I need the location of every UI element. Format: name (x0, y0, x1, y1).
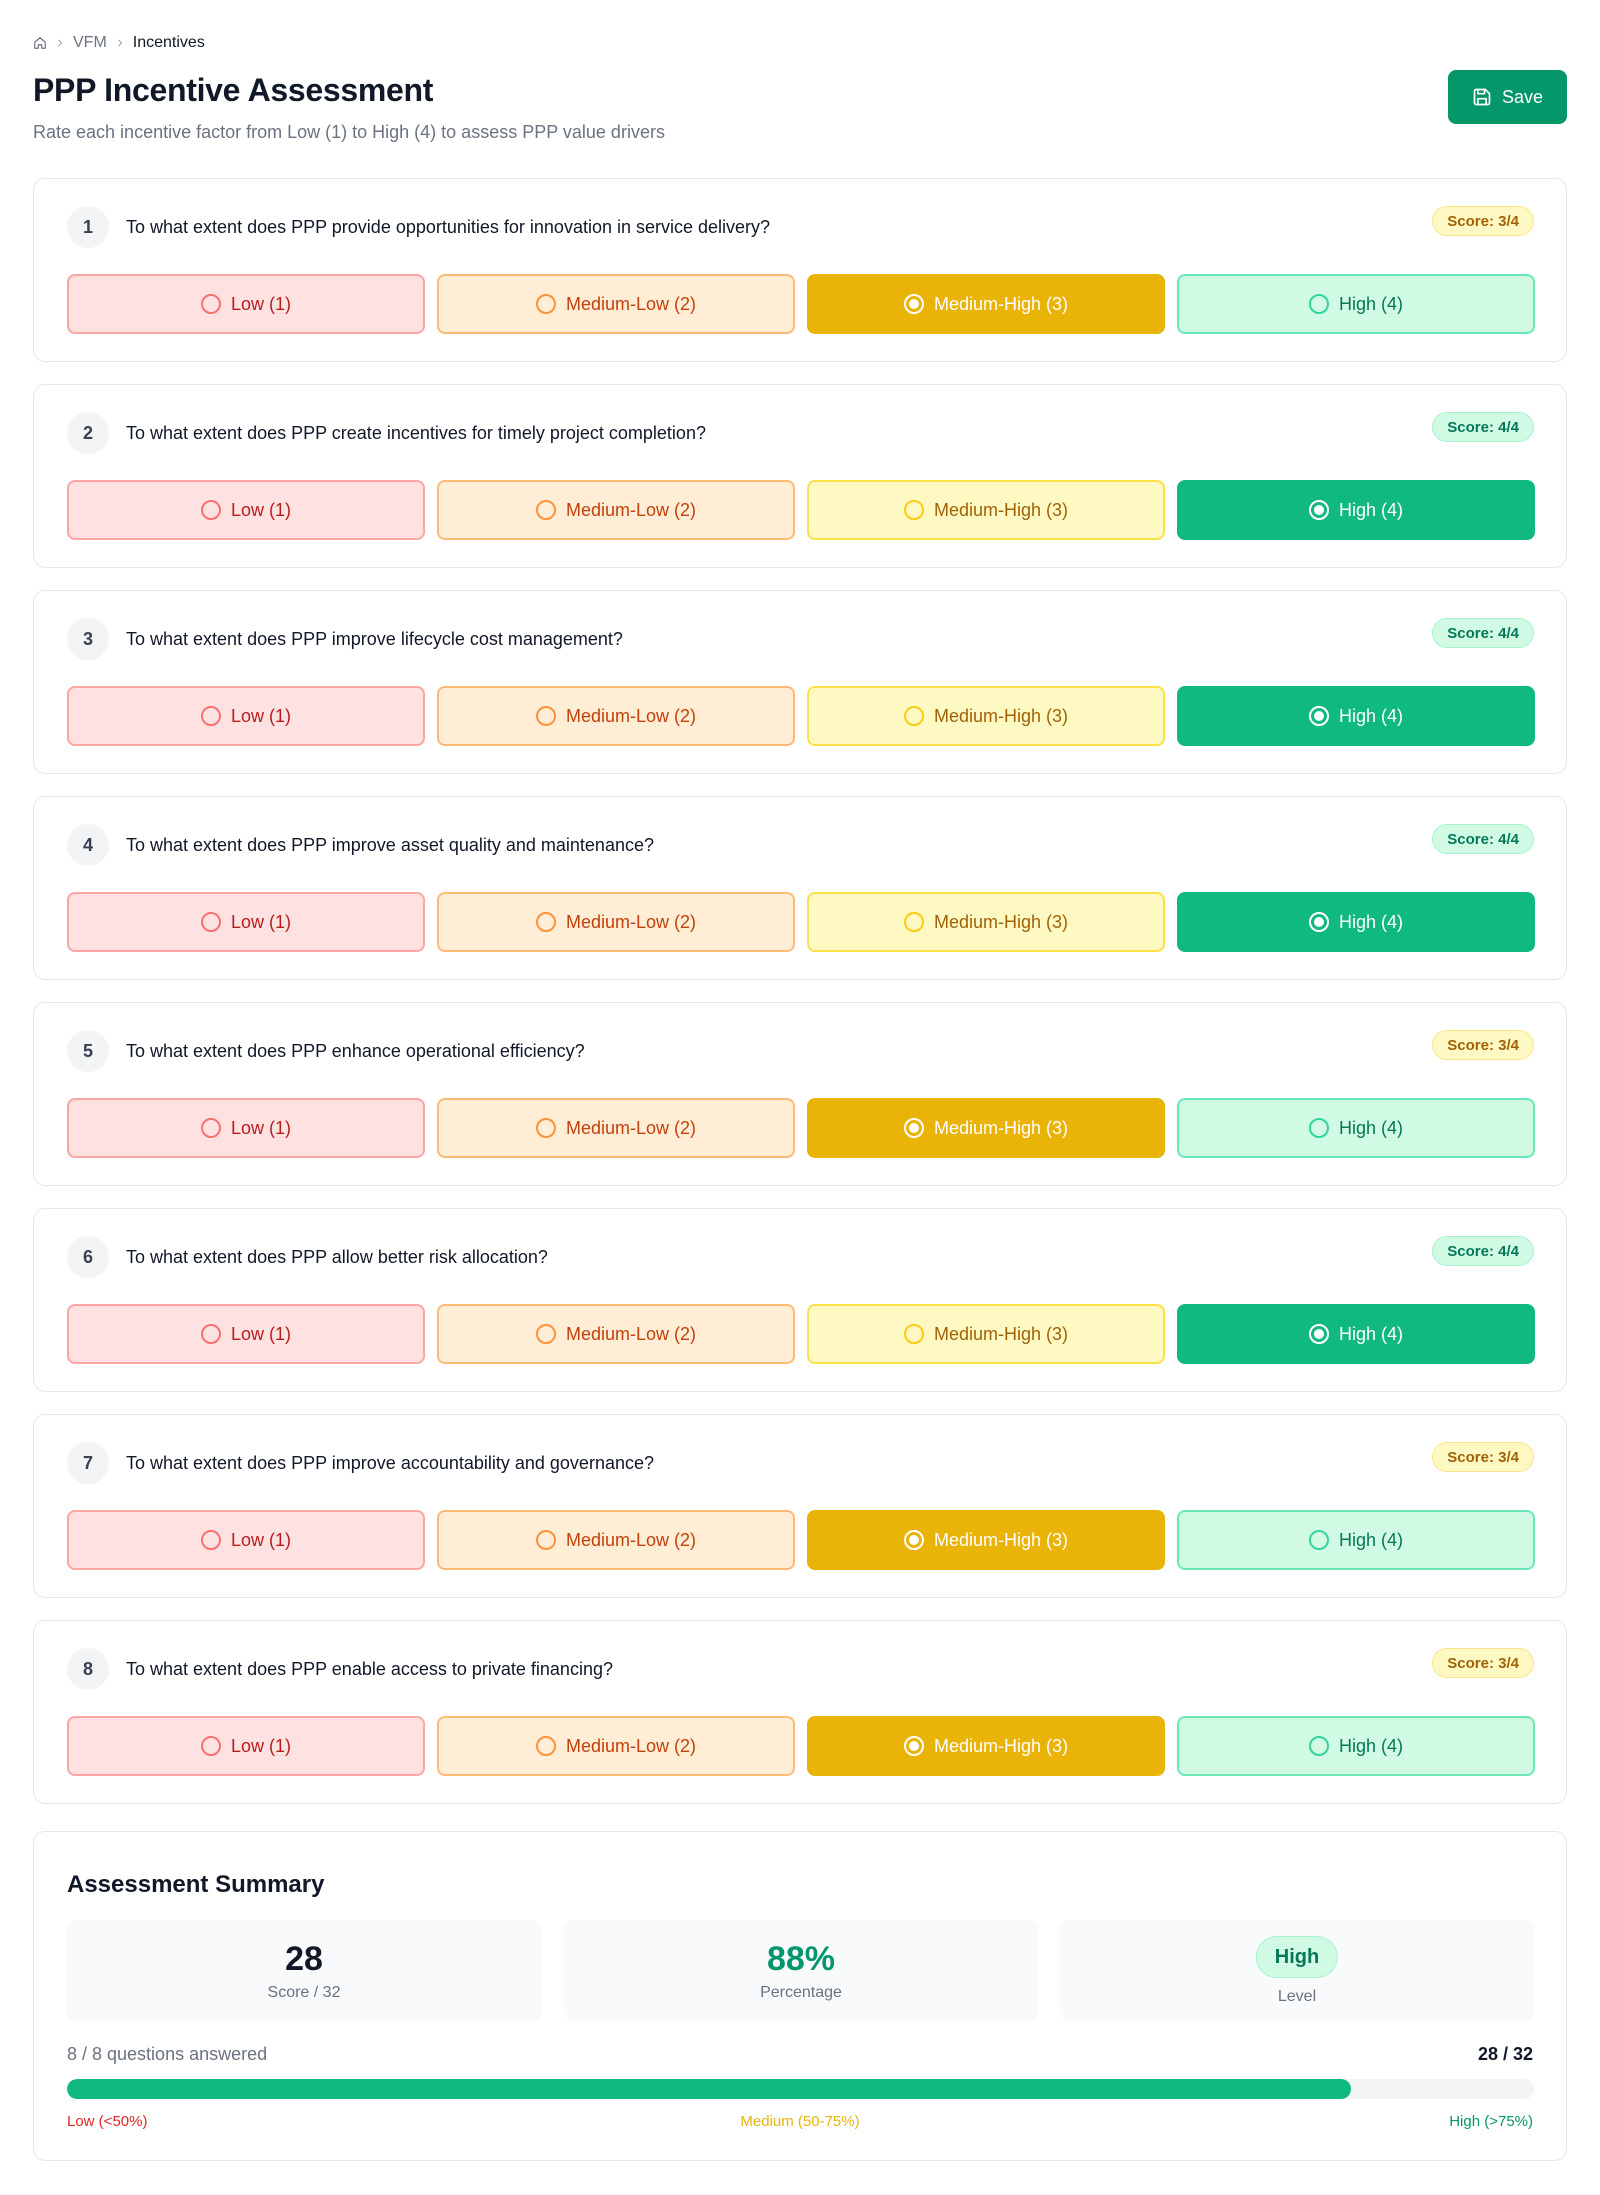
rating-option-label: Medium-High (3) (933, 1117, 1069, 1138)
rating-option-label: High (4) (1338, 1529, 1404, 1550)
rating-option-label: Medium-High (3) (933, 1323, 1069, 1344)
question-text: To what extent does PPP allow better risk allocation? (126, 1247, 548, 1267)
rating-option-label: Medium-Low (2) (565, 499, 697, 520)
rating-option-medium-low[interactable] (437, 1098, 795, 1158)
radio-icon (904, 500, 924, 520)
radio-icon (904, 1324, 924, 1344)
save-button[interactable] (1448, 70, 1567, 124)
radio-icon (201, 1324, 221, 1344)
radio-icon (536, 706, 556, 726)
score-badge: Score: 3/4 (1432, 1030, 1534, 1060)
progress-bar-fill (67, 2079, 1351, 2099)
score-badge: Score: 3/4 (1432, 206, 1534, 236)
home-icon[interactable] (33, 36, 47, 50)
rating-option-label: High (4) (1338, 1735, 1404, 1756)
rating-option-label: Low (1) (230, 1117, 292, 1138)
rating-option-label: Low (1) (230, 1323, 292, 1344)
radio-icon (536, 1324, 556, 1344)
question-card (33, 178, 1567, 362)
rating-option-low[interactable] (67, 1510, 425, 1570)
rating-option-label: Medium-Low (2) (565, 1323, 697, 1344)
radio-icon (1309, 1118, 1329, 1138)
rating-option-high[interactable] (1177, 480, 1535, 540)
rating-option-label: Medium-High (3) (933, 293, 1069, 314)
radio-icon (904, 1118, 924, 1138)
question-text: To what extent does PPP improve accountability and governance? (126, 1453, 654, 1473)
question-card (33, 1414, 1567, 1598)
rating-option-medium-low[interactable] (437, 1716, 795, 1776)
scale-high-label: High (>75%) (1449, 2113, 1533, 2130)
rating-option-label: Medium-Low (2) (565, 1529, 697, 1550)
question-text: To what extent does PPP enhance operational efficiency? (126, 1041, 585, 1061)
score-badge: Score: 4/4 (1432, 618, 1534, 648)
level-badge: High (1256, 1936, 1338, 1978)
rating-option-low[interactable] (67, 1304, 425, 1364)
rating-option-label: Medium-Low (2) (565, 705, 697, 726)
rating-option-label: Medium-Low (2) (565, 911, 697, 932)
rating-option-medium-high[interactable] (807, 1510, 1165, 1570)
score-badge: Score: 3/4 (1432, 1648, 1534, 1678)
rating-options (67, 686, 1535, 746)
radio-icon (536, 1736, 556, 1756)
rating-options (67, 1304, 1535, 1364)
rating-option-medium-low[interactable] (437, 1304, 795, 1364)
rating-option-medium-high[interactable] (807, 1098, 1165, 1158)
score-value: 28 (285, 1940, 323, 1978)
radio-icon (904, 1530, 924, 1550)
question-number: 7 (67, 1442, 109, 1484)
question-card (33, 1620, 1567, 1804)
rating-option-label: Low (1) (230, 499, 292, 520)
rating-option-label: Low (1) (230, 705, 292, 726)
rating-option-low[interactable] (67, 892, 425, 952)
question-card (33, 1208, 1567, 1392)
rating-option-label: High (4) (1338, 293, 1404, 314)
rating-option-medium-high[interactable] (807, 892, 1165, 952)
question-card (33, 590, 1567, 774)
radio-icon (1309, 912, 1329, 932)
rating-option-label: Medium-High (3) (933, 499, 1069, 520)
score-badge: Score: 4/4 (1432, 1236, 1534, 1266)
summary-title: Assessment Summary (67, 1871, 325, 1898)
level-label: Level (1277, 1988, 1317, 2005)
question-number: 6 (67, 1236, 109, 1278)
rating-options (67, 892, 1535, 952)
rating-option-label: Medium-High (3) (933, 1529, 1069, 1550)
scale-low-label: Low (<50%) (67, 2113, 148, 2130)
rating-option-low[interactable] (67, 480, 425, 540)
score-badge: Score: 4/4 (1432, 824, 1534, 854)
radio-icon (201, 912, 221, 932)
total-score-text: 28 / 32 (1477, 2044, 1533, 2064)
percentage-label: Percentage (760, 1984, 842, 2001)
chevron-right-icon (55, 38, 65, 48)
chevron-right-icon (115, 38, 125, 48)
question-number: 1 (67, 206, 109, 248)
question-number: 8 (67, 1648, 109, 1690)
radio-icon (201, 1530, 221, 1550)
breadcrumb (33, 33, 205, 53)
rating-option-label: Medium-High (3) (933, 1735, 1069, 1756)
rating-option-medium-low[interactable] (437, 892, 795, 952)
radio-icon (201, 1118, 221, 1138)
rating-option-high[interactable] (1177, 1716, 1535, 1776)
radio-icon (201, 500, 221, 520)
rating-option-label: Medium-Low (2) (565, 1117, 697, 1138)
progress-bar (67, 2079, 1534, 2099)
radio-icon (536, 1118, 556, 1138)
rating-option-low[interactable] (67, 686, 425, 746)
percentage-value: 88% (766, 1940, 836, 1978)
assessment-summary (33, 1831, 1567, 2161)
save-icon (1472, 87, 1492, 107)
page-title: PPP Incentive Assessment (33, 72, 434, 108)
rating-option-label: Medium-Low (2) (565, 1735, 697, 1756)
rating-option-label: Medium-Low (2) (565, 293, 697, 314)
rating-option-label: Low (1) (230, 1735, 292, 1756)
radio-icon (1309, 500, 1329, 520)
radio-icon (1309, 1324, 1329, 1344)
radio-icon (904, 1736, 924, 1756)
rating-option-medium-low[interactable] (437, 480, 795, 540)
rating-option-high[interactable] (1177, 1510, 1535, 1570)
question-card (33, 796, 1567, 980)
radio-icon (536, 1530, 556, 1550)
radio-icon (1309, 706, 1329, 726)
page-subtitle: Rate each incentive factor from Low (1) to High (4) to assess PPP value drivers (33, 122, 665, 142)
rating-option-high[interactable] (1177, 274, 1535, 334)
radio-icon (1309, 294, 1329, 314)
question-list (33, 178, 1567, 1826)
radio-icon (1309, 1530, 1329, 1550)
rating-options (67, 1510, 1535, 1570)
rating-options (67, 1716, 1535, 1776)
question-text: To what extent does PPP create incentives for timely project completion? (126, 423, 706, 443)
radio-icon (904, 912, 924, 932)
score-label: Score / 32 (267, 1984, 341, 2001)
breadcrumb-item-incentives: Incentives (132, 34, 205, 51)
rating-option-high[interactable] (1177, 892, 1535, 952)
rating-option-label: Medium-High (3) (933, 705, 1069, 726)
rating-option-medium-high[interactable] (807, 480, 1165, 540)
score-badge: Score: 3/4 (1432, 1442, 1534, 1472)
radio-icon (904, 294, 924, 314)
rating-option-low[interactable] (67, 274, 425, 334)
question-number: 2 (67, 412, 109, 454)
radio-icon (536, 294, 556, 314)
rating-options (67, 480, 1535, 540)
question-number: 4 (67, 824, 109, 866)
rating-option-medium-low[interactable] (437, 274, 795, 334)
question-text: To what extent does PPP enable access to private financing? (126, 1659, 613, 1679)
rating-option-label: High (4) (1338, 499, 1404, 520)
rating-option-medium-high[interactable] (807, 1304, 1165, 1364)
rating-option-medium-high[interactable] (807, 1716, 1165, 1776)
rating-option-label: High (4) (1338, 911, 1404, 932)
rating-option-medium-high[interactable] (807, 274, 1165, 334)
breadcrumb-item-vfm[interactable]: VFM (73, 34, 107, 51)
radio-icon (201, 706, 221, 726)
question-card (33, 1002, 1567, 1186)
rating-options (67, 1098, 1535, 1158)
rating-option-high[interactable] (1177, 686, 1535, 746)
rating-option-medium-low[interactable] (437, 686, 795, 746)
rating-option-high[interactable] (1177, 1304, 1535, 1364)
question-text: To what extent does PPP improve asset quality and maintenance? (126, 835, 654, 855)
radio-icon (904, 706, 924, 726)
score-stat-card (67, 1920, 541, 2021)
rating-option-label: High (4) (1338, 705, 1404, 726)
rating-option-high[interactable] (1177, 1098, 1535, 1158)
rating-option-label: Medium-High (3) (933, 911, 1069, 932)
rating-option-label: High (4) (1338, 1117, 1404, 1138)
rating-option-low[interactable] (67, 1098, 425, 1158)
question-card (33, 384, 1567, 568)
radio-icon (201, 1736, 221, 1756)
save-button-label: Save (1501, 86, 1544, 107)
question-text: To what extent does PPP improve lifecycle cost management? (126, 629, 623, 649)
question-number: 3 (67, 618, 109, 660)
radio-icon (201, 294, 221, 314)
rating-option-low[interactable] (67, 1716, 425, 1776)
questions-answered-text: 8 / 8 questions answered (67, 2044, 268, 2064)
question-number: 5 (67, 1030, 109, 1072)
rating-option-label: Low (1) (230, 911, 292, 932)
rating-option-label: High (4) (1338, 1323, 1404, 1344)
question-text: To what extent does PPP provide opportunities for innovation in service delivery? (126, 217, 771, 237)
score-badge: Score: 4/4 (1432, 412, 1534, 442)
rating-option-medium-high[interactable] (807, 686, 1165, 746)
radio-icon (1309, 1736, 1329, 1756)
scale-medium-label: Medium (50-75%) (740, 2113, 860, 2130)
radio-icon (536, 500, 556, 520)
rating-option-medium-low[interactable] (437, 1510, 795, 1570)
level-stat-card (1060, 1920, 1534, 2021)
radio-icon (536, 912, 556, 932)
percentage-stat-card (564, 1920, 1038, 2021)
rating-option-label: Low (1) (230, 1529, 292, 1550)
rating-option-label: Low (1) (230, 293, 292, 314)
rating-options (67, 274, 1535, 334)
